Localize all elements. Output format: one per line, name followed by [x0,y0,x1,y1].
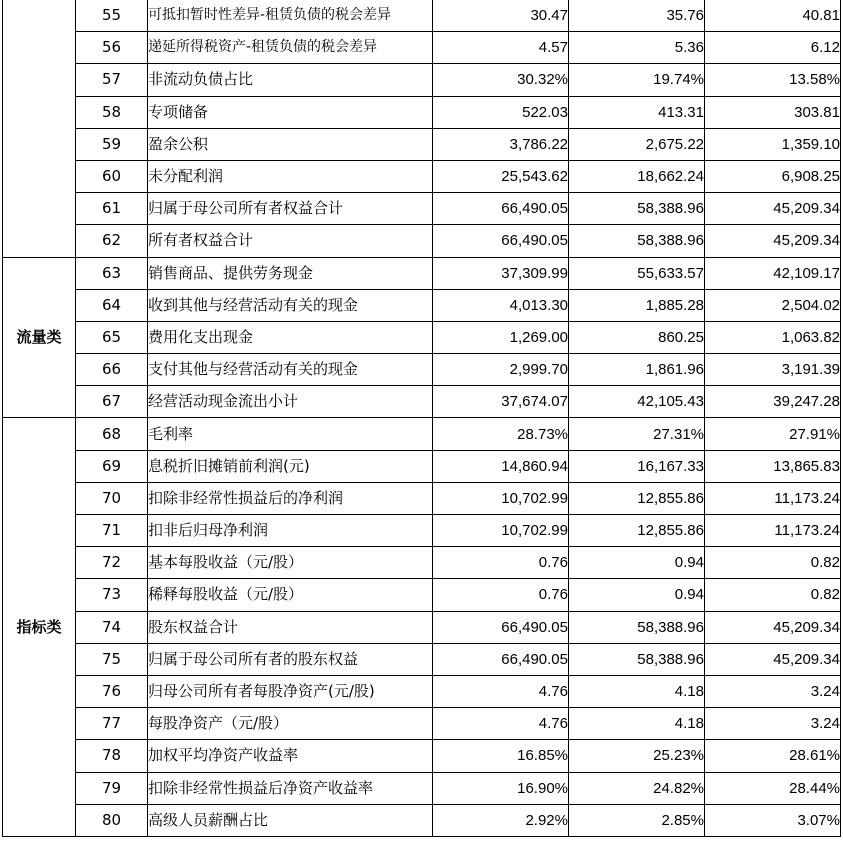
value-cell-col2: 58,388.96 [569,225,705,257]
row-number-cell: 60 [76,160,148,192]
item-name-cell: 归母公司所有者每股净资产(元/股) [148,675,433,707]
value-cell-col3: 1,359.10 [705,128,841,160]
table-row [3,708,841,740]
table-row [3,160,841,192]
value-cell-col1: 4.57 [433,32,569,64]
item-name-cell: 可抵扣暂时性差异-租赁负债的税会差异 [148,0,433,32]
value-cell-col1: 37,674.07 [433,386,569,418]
table-row [3,740,841,772]
row-number-cell: 74 [76,611,148,643]
table-row [3,611,841,643]
row-number-cell: 75 [76,643,148,675]
table-row [3,386,841,418]
value-cell-col1: 4.76 [433,708,569,740]
row-number-cell: 69 [76,450,148,482]
item-name-cell: 收到其他与经营活动有关的现金 [148,289,433,321]
item-name-cell: 递延所得税资产-租赁负债的税会差异 [148,32,433,64]
item-name-cell: 经营活动现金流出小计 [148,386,433,418]
value-cell-col2: 5.36 [569,32,705,64]
item-name-cell: 归属于母公司所有者权益合计 [148,193,433,225]
category-cell: 流量类 [3,257,76,418]
value-cell-col1: 16.90% [433,772,569,804]
value-cell-col3: 3.24 [705,675,841,707]
table-row [3,418,841,450]
value-cell-col3: 6,908.25 [705,160,841,192]
value-cell-col1: 37,309.99 [433,257,569,289]
value-cell-col3: 2,504.02 [705,289,841,321]
value-cell-col2: 1,861.96 [569,354,705,386]
value-cell-col2: 58,388.96 [569,643,705,675]
item-name-cell: 股东权益合计 [148,611,433,643]
table-row [3,32,841,64]
value-cell-col1: 66,490.05 [433,643,569,675]
value-cell-col3: 45,209.34 [705,611,841,643]
row-number-cell: 79 [76,772,148,804]
value-cell-col3: 303.81 [705,96,841,128]
item-name-cell: 高级人员薪酬占比 [148,804,433,836]
table-row [3,225,841,257]
value-cell-col1: 14,860.94 [433,450,569,482]
row-number-cell: 64 [76,289,148,321]
table-row [3,547,841,579]
value-cell-col2: 27.31% [569,418,705,450]
value-cell-col1: 10,702.99 [433,482,569,514]
value-cell-col2: 35.76 [569,0,705,32]
item-name-cell: 费用化支出现金 [148,321,433,353]
value-cell-col1: 3,786.22 [433,128,569,160]
value-cell-col2: 2,675.22 [569,128,705,160]
row-number-cell: 72 [76,547,148,579]
value-cell-col1: 1,269.00 [433,321,569,353]
value-cell-col2: 4.18 [569,708,705,740]
value-cell-col3: 3.07% [705,804,841,836]
value-cell-col3: 27.91% [705,418,841,450]
item-name-cell: 归属于母公司所有者的股东权益 [148,643,433,675]
row-number-cell: 57 [76,64,148,96]
value-cell-col2: 12,855.86 [569,515,705,547]
value-cell-col2: 25.23% [569,740,705,772]
value-cell-col1: 16.85% [433,740,569,772]
row-number-cell: 70 [76,482,148,514]
value-cell-col2: 1,885.28 [569,289,705,321]
row-number-cell: 80 [76,804,148,836]
table-row [3,193,841,225]
value-cell-col3: 45,209.34 [705,225,841,257]
row-number-cell: 59 [76,128,148,160]
item-name-cell: 毛利率 [148,418,433,450]
item-name-cell: 所有者权益合计 [148,225,433,257]
table-row [3,675,841,707]
row-number-cell: 56 [76,32,148,64]
value-cell-col1: 2,999.70 [433,354,569,386]
item-name-cell: 未分配利润 [148,160,433,192]
table-row [3,804,841,836]
value-cell-col3: 28.44% [705,772,841,804]
row-number-cell: 61 [76,193,148,225]
value-cell-col1: 66,490.05 [433,193,569,225]
row-number-cell: 62 [76,225,148,257]
value-cell-col2: 24.82% [569,772,705,804]
table-row [3,579,841,611]
value-cell-col2: 413.31 [569,96,705,128]
value-cell-col3: 11,173.24 [705,515,841,547]
value-cell-col2: 16,167.33 [569,450,705,482]
value-cell-col3: 6.12 [705,32,841,64]
value-cell-col2: 0.94 [569,547,705,579]
value-cell-col2: 2.85% [569,804,705,836]
table-row [3,354,841,386]
row-number-cell: 63 [76,257,148,289]
item-name-cell: 扣除非经常性损益后净资产收益率 [148,772,433,804]
table-row [3,772,841,804]
item-name-cell: 每股净资产（元/股） [148,708,433,740]
row-number-cell: 67 [76,386,148,418]
value-cell-col3: 1,063.82 [705,321,841,353]
item-name-cell: 稀释每股收益（元/股） [148,579,433,611]
value-cell-col2: 0.94 [569,579,705,611]
value-cell-col1: 10,702.99 [433,515,569,547]
row-number-cell: 73 [76,579,148,611]
value-cell-col1: 2.92% [433,804,569,836]
value-cell-col3: 42,109.17 [705,257,841,289]
value-cell-col1: 522.03 [433,96,569,128]
value-cell-col3: 28.61% [705,740,841,772]
value-cell-col3: 45,209.34 [705,643,841,675]
row-number-cell: 68 [76,418,148,450]
value-cell-col3: 0.82 [705,579,841,611]
value-cell-col1: 30.47 [433,0,569,32]
value-cell-col1: 0.76 [433,579,569,611]
value-cell-col3: 3,191.39 [705,354,841,386]
value-cell-col1: 30.32% [433,64,569,96]
row-number-cell: 76 [76,675,148,707]
value-cell-col3: 45,209.34 [705,193,841,225]
item-name-cell: 基本每股收益（元/股） [148,547,433,579]
value-cell-col2: 42,105.43 [569,386,705,418]
value-cell-col1: 25,543.62 [433,160,569,192]
value-cell-col1: 66,490.05 [433,225,569,257]
item-name-cell: 扣除非经常性损益后的净利润 [148,482,433,514]
table-row [3,257,841,289]
table-row [3,289,841,321]
value-cell-col3: 3.24 [705,708,841,740]
value-cell-col3: 13,865.83 [705,450,841,482]
table-row [3,128,841,160]
row-number-cell: 71 [76,515,148,547]
table-row [3,482,841,514]
category-cell [3,0,76,257]
value-cell-col1: 4.76 [433,675,569,707]
value-cell-col2: 860.25 [569,321,705,353]
item-name-cell: 支付其他与经营活动有关的现金 [148,354,433,386]
item-name-cell: 加权平均净资产收益率 [148,740,433,772]
value-cell-col1: 0.76 [433,547,569,579]
value-cell-col3: 11,173.24 [705,482,841,514]
table-row [3,96,841,128]
item-name-cell: 专项储备 [148,96,433,128]
value-cell-col2: 19.74% [569,64,705,96]
item-name-cell: 销售商品、提供劳务现金 [148,257,433,289]
table-row [3,321,841,353]
value-cell-col2: 55,633.57 [569,257,705,289]
value-cell-col1: 66,490.05 [433,611,569,643]
table-row [3,450,841,482]
row-number-cell: 78 [76,740,148,772]
table-row [3,515,841,547]
item-name-cell: 扣非后归母净利润 [148,515,433,547]
value-cell-col2: 4.18 [569,675,705,707]
value-cell-col2: 18,662.24 [569,160,705,192]
value-cell-col3: 39,247.28 [705,386,841,418]
value-cell-col3: 13.58% [705,64,841,96]
value-cell-col2: 58,388.96 [569,611,705,643]
item-name-cell: 盈余公积 [148,128,433,160]
row-number-cell: 58 [76,96,148,128]
item-name-cell: 非流动负债占比 [148,64,433,96]
row-number-cell: 65 [76,321,148,353]
table-row [3,64,841,96]
table-row [3,0,841,32]
item-name-cell: 息税折旧摊销前利润(元) [148,450,433,482]
value-cell-col1: 4,013.30 [433,289,569,321]
value-cell-col2: 58,388.96 [569,193,705,225]
financial-data-table [2,0,841,837]
value-cell-col3: 40.81 [705,0,841,32]
row-number-cell: 55 [76,0,148,32]
table-row [3,643,841,675]
row-number-cell: 77 [76,708,148,740]
value-cell-col1: 28.73% [433,418,569,450]
category-cell: 指标类 [3,418,76,836]
value-cell-col2: 12,855.86 [569,482,705,514]
value-cell-col3: 0.82 [705,547,841,579]
row-number-cell: 66 [76,354,148,386]
